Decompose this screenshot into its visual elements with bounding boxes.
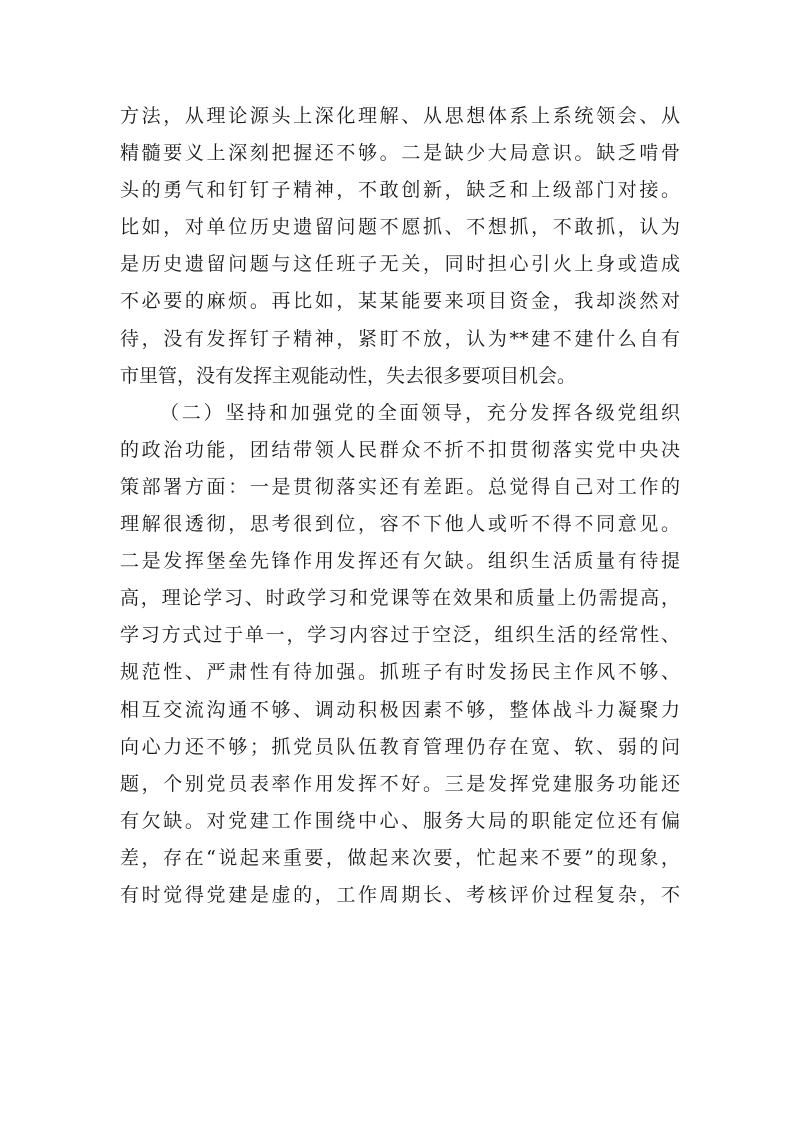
text-line: 不必要的麻烦。再比如，某某能要来项目资金，我却淡然对 — [120, 290, 680, 313]
text-line: 的政治功能，团结带领人民群众不折不扣贯彻落实党中央决 — [120, 438, 680, 461]
text-line: 理解很透彻，思考很到位，容不下他人或听不得不同意见。 — [120, 513, 680, 536]
text-line: 学习方式过于单一，学习内容过于空泛，组织生活的经常性、 — [120, 624, 680, 647]
text-line: 待，没有发挥钉子精神，紧盯不放，认为**建不建什么自有 — [120, 327, 680, 350]
body-text — [120, 98, 680, 914]
text-line: 规范性、严肃性有待加强。抓班子有时发扬民主作风不够、 — [120, 661, 680, 684]
text-line: 题，个别党员表率作用发挥不好。三是发挥党建服务功能还 — [120, 772, 680, 795]
text-line: 头的勇气和钉钉子精神，不敢创新，缺乏和上级部门对接。 — [120, 179, 680, 202]
text-line: 相互交流沟通不够、调动积极因素不够，整体战斗力凝聚力 — [120, 698, 680, 721]
text-line: 向心力还不够；抓党员队伍教育管理仍存在宽、软、弱的问 — [120, 735, 680, 758]
text-line: 方法，从理论源头上深化理解、从思想体系上系统领会、从 — [120, 105, 680, 127]
paragraph-start-line: （二）坚持和加强党的全面领导，充分发挥各级党组织 — [160, 401, 680, 424]
text-line: 有欠缺。对党建工作围绕中心、服务大局的职能定位还有偏 — [120, 809, 680, 832]
text-line: 市里管，没有发挥主观能动性，失去很多要项目机会。 — [120, 364, 577, 387]
text-line: 策部署方面：一是贯彻落实还有差距。总觉得自己对工作的 — [120, 475, 680, 498]
text-line: 是历史遗留问题与这任班子无关，同时担心引火上身或造成 — [120, 253, 680, 276]
text-line: 高，理论学习、时政学习和党课等在效果和质量上仍需提高， — [120, 587, 680, 610]
text-line: 差，存在“说起来重要，做起来次要，忙起来不要”的现象， — [120, 846, 680, 869]
text-line: 二是发挥堡垒先锋作用发挥还有欠缺。组织生活质量有待提 — [120, 550, 680, 573]
text-line: 精髓要义上深刻把握还不够。二是缺少大局意识。缺乏啃骨 — [120, 142, 680, 165]
text-line: 比如，对单位历史遗留问题不愿抓、不想抓，不敢抓，认为 — [120, 216, 680, 239]
text-line: 有时觉得党建是虚的，工作周期长、考核评价过程复杂，不 — [120, 883, 680, 906]
